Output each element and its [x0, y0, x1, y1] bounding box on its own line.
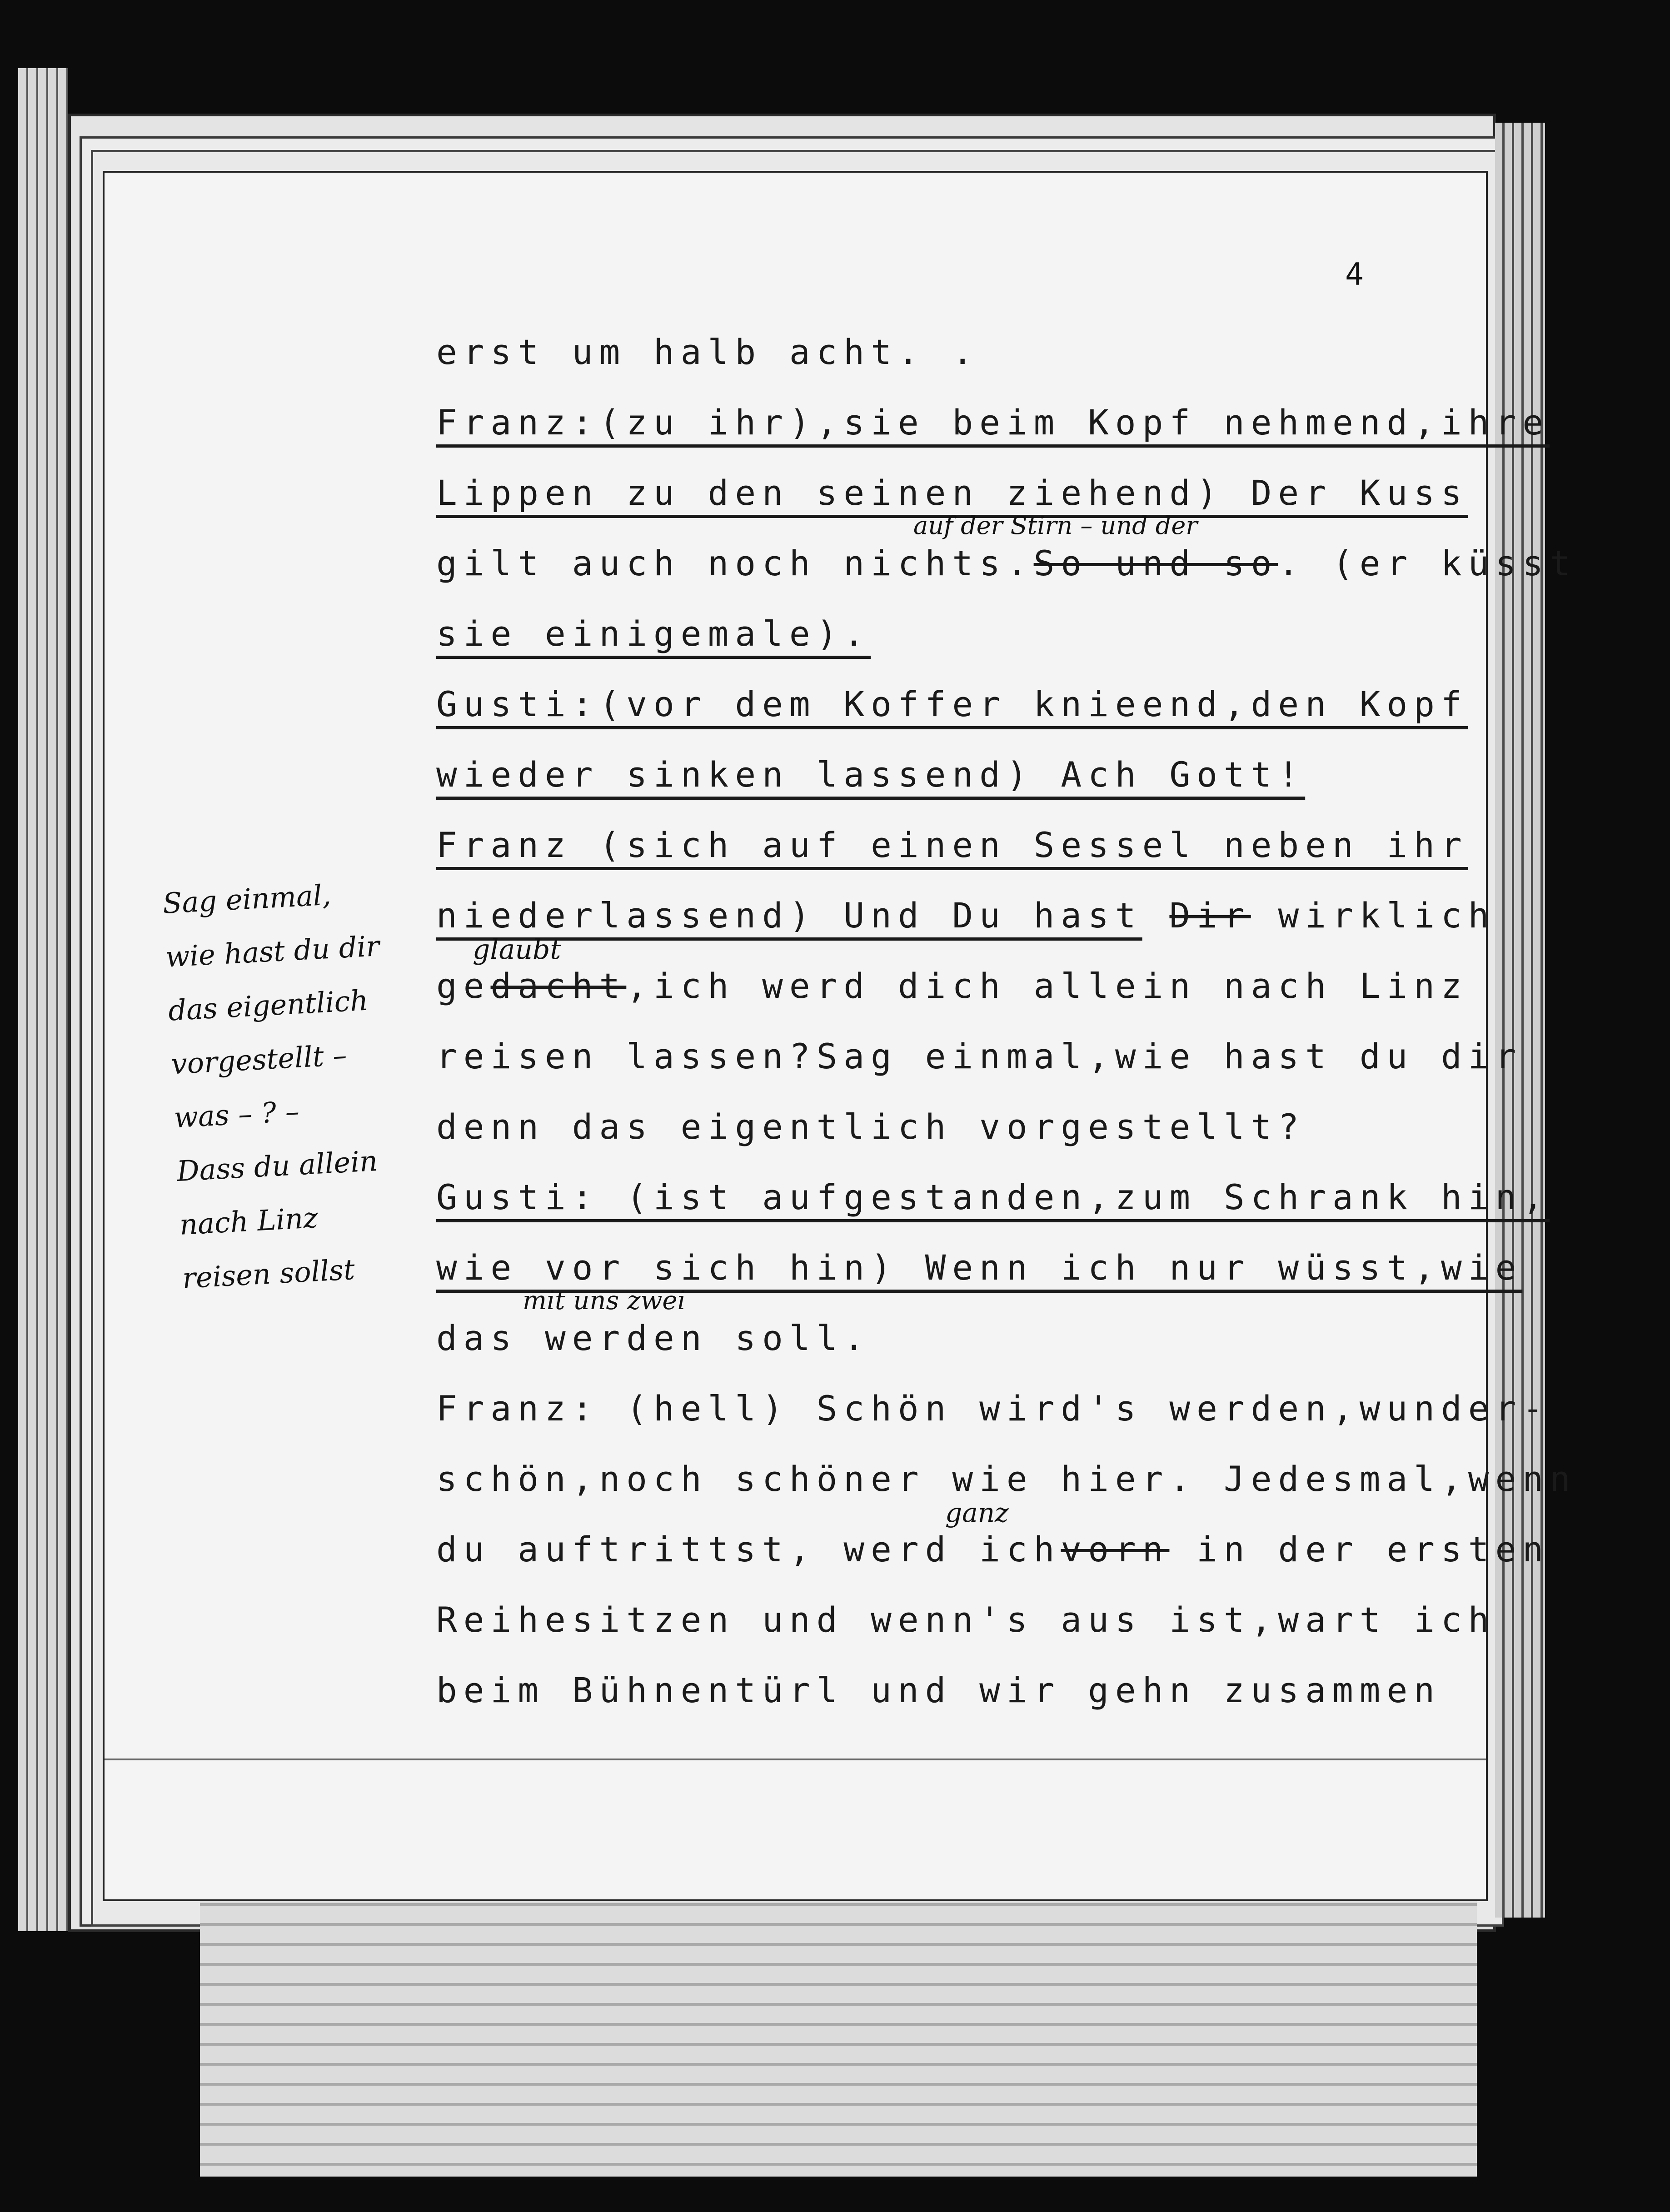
margin-note-line: wie hast du dir [165, 929, 380, 974]
margin-note-line: was – ? – [173, 1094, 300, 1135]
text-line-15-tail: werden soll. [518, 1318, 871, 1358]
text-line-2: Franz:(zu ihr),sie beim Kopf nehmend,ihre [436, 402, 1550, 443]
text-line-10-main: ge [436, 966, 491, 1006]
text-line-9-main: niederlassend) Und Du hast [436, 895, 1142, 936]
text-line-4 [436, 543, 1577, 583]
margin-note-line: das eigentlich [167, 983, 369, 1027]
text-line-16: Franz: (hell) Schön wird's werden,wunder- [436, 1388, 1550, 1429]
text-line-10 [436, 966, 1468, 1006]
page-stack-bottom-edge [200, 1886, 1477, 2177]
page-number: 4 [1345, 257, 1364, 293]
text-line-14: wie vor sich hin) Wenn ich nur wüsst,wie [436, 1247, 1523, 1288]
struck-text: dacht [490, 966, 627, 1006]
text-line-17-main: schön, [436, 1459, 599, 1499]
text-line-15 [436, 1318, 871, 1358]
text-line-13: Gusti: (ist aufgestanden,zum Schrank hin, [436, 1177, 1550, 1217]
handwritten-margin-note [161, 864, 438, 1305]
text-line-15-main: das [436, 1318, 518, 1358]
text-line-12: denn das eigentlich vorgestellt? [436, 1106, 1306, 1147]
page-stack-left-edge [18, 68, 68, 1931]
text-line-20: beim Bühnentürl und wir gehn zusammen [436, 1670, 1441, 1710]
margin-note-line: vorgestellt – [170, 1038, 348, 1081]
text-line-6: Gusti:(vor dem Koffer knieend,den Kopf [436, 684, 1468, 724]
handwritten-insertion: glaubt [473, 934, 561, 966]
text-line-4-tail: . (er küsst [1278, 543, 1577, 583]
text-line-17-tail: noch schöner wie hier. Jedesmal,wenn [599, 1459, 1577, 1499]
fold-line [105, 1759, 1486, 1760]
text-line-18-main: du auftrittst, werd ich [436, 1529, 1061, 1569]
text-line-3: Lippen zu den seinen ziehend) Der Kuss [436, 473, 1468, 513]
text-line-5: sie einigemale). [436, 613, 871, 654]
text-line-1: erst um halb acht. . [436, 332, 980, 372]
handwritten-insertion: mit uns zwei [523, 1286, 686, 1315]
text-line-17 [436, 1459, 1577, 1499]
text-line-8: Franz (sich auf einen Sessel neben ihr [436, 825, 1468, 865]
handwritten-insertion: auf der Stirn – und der [913, 511, 1198, 540]
text-line-11: reisen lassen?Sag einmal,wie hast du dir [436, 1036, 1523, 1076]
margin-note-line: reisen sollst [181, 1252, 356, 1295]
margin-note-line: nach Linz [179, 1201, 319, 1241]
struck-text: So und so [1033, 543, 1278, 583]
text-line-9-tail: wirklich [1251, 895, 1496, 936]
text-line-7: wieder sinken lassend) Ach Gott! [436, 754, 1306, 795]
text-line-9 [436, 895, 1496, 936]
text-line-4-main: gilt auch noch nichts. [436, 543, 1034, 583]
text-line-10-tail: ,ich werd dich allein nach Linz [626, 966, 1468, 1006]
handwritten-insertion: ganz [945, 1497, 1009, 1528]
struck-text: vorn [1061, 1529, 1170, 1569]
page-stack-right-edge [1495, 123, 1545, 1918]
struck-text: Dir [1169, 895, 1251, 936]
text-line-18-tail: in der ersten [1169, 1529, 1550, 1569]
text-line-19: Reihesitzen und wenn's aus ist,wart ich [436, 1599, 1496, 1640]
margin-note-line: Dass du allein [176, 1144, 379, 1188]
margin-note-line: Sag einmal, [162, 878, 332, 920]
text-line-18 [436, 1529, 1550, 1569]
